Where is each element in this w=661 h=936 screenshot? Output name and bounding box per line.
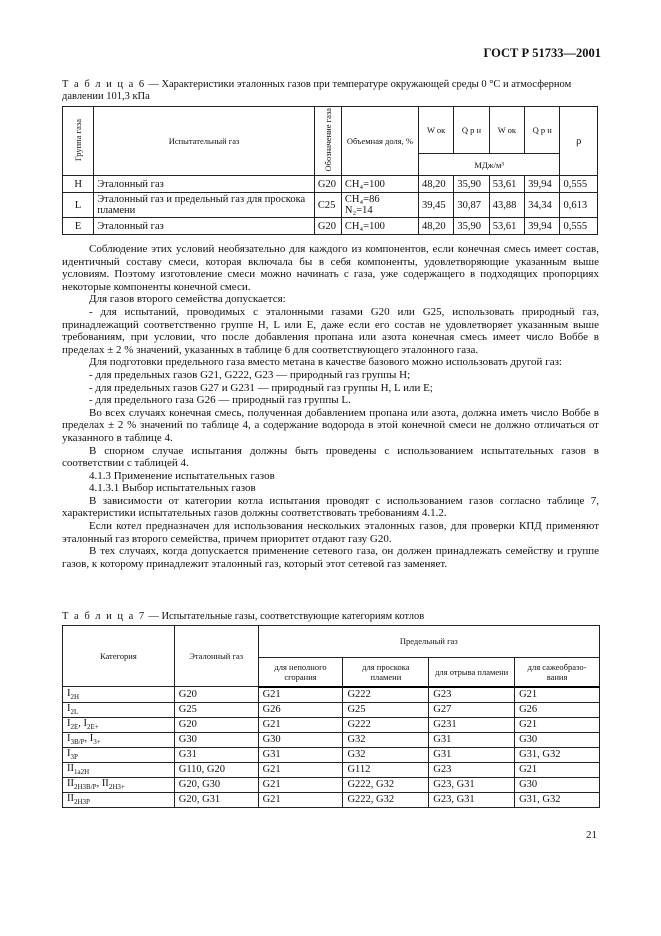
- t7-cell-reference: G20: [174, 717, 258, 732]
- t7-cell-category: $II_{2H3B/P}$, $II_{2H3+}$: [63, 777, 175, 792]
- t7-cell-reference: G20: [174, 687, 258, 703]
- t6-row: [63, 176, 598, 193]
- t7-cell-liftoff: G23: [429, 762, 515, 777]
- paragraph: В спорном случае испытания должны быть проведены с использованием испытательных газов в соответствии с таблицей 4.: [62, 444, 599, 470]
- t7-cell-flashback: G25: [343, 702, 429, 717]
- t7-row: [63, 777, 600, 792]
- t7-cell-liftoff: G31: [429, 732, 515, 747]
- page-number: 21: [586, 829, 597, 841]
- t7-cell-reference: G31: [174, 747, 258, 762]
- t6-cell-group: L: [63, 193, 94, 218]
- paragraph: Для подготовки предельного газа вместо метана в качестве базового можно использовать другой газ:: [89, 356, 562, 369]
- t7-head-incomplete: для неполного сгорания: [258, 657, 343, 686]
- t7-cell-liftoff: G23: [429, 687, 515, 703]
- t6-cell-volume: CH₄=100: [341, 218, 418, 235]
- t6-cell-rho: 0,555: [560, 176, 598, 193]
- t7-cell-incomplete: G30: [258, 732, 343, 747]
- t7-cell-category: $I_{3P}$: [63, 747, 175, 762]
- t7-cell-reference: G110, G20: [174, 762, 258, 777]
- t7-cell-liftoff: G231: [429, 717, 515, 732]
- paragraph: - для испытаний, проводимых с эталонными газами G20 или G25, использовать природный газ, принадлежащий соответственно группе Н, L или Е, даже если его состав не удовлетворяет указанным выше требованиям, при условии, что после добавления пропана или азота конечная смесь имеет число Воббе в пределах ± 2 % значений, указанных в таблице 6 для соответствующего эталонного газа.: [62, 305, 599, 356]
- t7-cell-category: $I_{3B/P}$, $I_{3+}$: [63, 732, 175, 747]
- t6-cell-gas: Эталонный газ и предельный газ для проскока пламени: [94, 193, 315, 218]
- t6-head-w2: W ок: [489, 107, 524, 154]
- t6-cell-rho: 0,555: [560, 218, 598, 235]
- t7-cell-category: $I_{2H}$: [63, 687, 175, 703]
- t6-cell-volume: CH₄=86 N₂=14: [341, 193, 418, 218]
- t7-cell-reference: G20, G31: [174, 792, 258, 807]
- t7-head-category: Категория: [63, 626, 175, 687]
- paragraph: 4.1.3 Применение испытательных газов: [89, 469, 275, 482]
- table6-caption-text: — Характеристики эталонных газов при температуре окружающей среды 0 °С и атмосферном давлении 101,3 кПа: [62, 79, 572, 102]
- t7-row: [63, 687, 600, 703]
- paragraph: Для газов второго семейства допускается:: [89, 293, 286, 306]
- t7-cell-soot: G31, G32: [515, 747, 600, 762]
- t6-cell-w1: 39,45: [418, 193, 453, 218]
- t6-cell-gas: Эталонный газ: [94, 176, 315, 193]
- t7-cell-flashback: G222: [343, 717, 429, 732]
- t7-row: [63, 717, 600, 732]
- t6-cell-w2: 43,88: [489, 193, 524, 218]
- t6-row: [63, 193, 598, 218]
- t7-cell-reference: G20, G30: [174, 777, 258, 792]
- t7-head-flashback: для проскока пламени: [343, 657, 429, 686]
- t7-cell-soot: G26: [515, 702, 600, 717]
- t7-cell-flashback: G222, G32: [343, 777, 429, 792]
- t6-cell-group: H: [63, 176, 94, 193]
- t6-cell-w1: 48,20: [418, 176, 453, 193]
- t6-head-w1: W ок: [418, 107, 453, 154]
- t6-head-group: Группа газа: [73, 118, 84, 161]
- t7-cell-flashback: G112: [343, 762, 429, 777]
- paragraph: - для предельных газов G27 и G231 — природный газ группы Н, L или Е;: [89, 381, 433, 394]
- t6-cell-volume: CH₄=100: [341, 176, 418, 193]
- t7-row: [63, 792, 600, 807]
- t6-head-q2: Q р н: [525, 107, 560, 154]
- t6-cell-designation: G20: [314, 176, 341, 193]
- table7-caption-label: Т а б л и ц а 7: [62, 611, 146, 622]
- t6-row: [63, 218, 598, 235]
- t6-head-designation: Обозначение газа: [322, 108, 333, 172]
- t7-cell-reference: G30: [174, 732, 258, 747]
- t7-cell-incomplete: G21: [258, 762, 343, 777]
- t6-head-volume: Объемная доля, %: [341, 107, 418, 176]
- paragraph: - для предельных газов G21, G222, G23 — природный газ группы Н;: [89, 368, 411, 381]
- t7-cell-incomplete: G31: [258, 747, 343, 762]
- paragraph: Соблюдение этих условий необязательно для каждого из компонентов, если конечная смесь имеет состав, идентичный составу смеси, которая включала бы в себя компоненты, удовлетворяющие указанным выше условиям. Поэтому изготовление смеси можно начинать с газа, уже содержащего в подходящих пропорциях некоторые компоненты конечной смеси.: [62, 243, 599, 293]
- t7-cell-incomplete: G21: [258, 687, 343, 703]
- t7-cell-incomplete: G21: [258, 777, 343, 792]
- t7-cell-liftoff: G27: [429, 702, 515, 717]
- t7-head-reference: Эталонный газ: [174, 626, 258, 687]
- t7-cell-reference: G25: [174, 702, 258, 717]
- paragraph: В зависимости от категории котла испытания проводят с использованием газов согласно таблице 7, характеристики испытательных газов должны соответствовать требованиям 4.1.2.: [62, 494, 599, 520]
- t6-cell-designation: C25: [314, 193, 341, 218]
- t7-cell-soot: G30: [515, 732, 600, 747]
- document-id: ГОСТ Р 51733—2001: [483, 46, 601, 60]
- t6-head-q1: Q р н: [454, 107, 489, 154]
- t6-cell-q2: 39,94: [525, 218, 560, 235]
- t7-cell-flashback: G32: [343, 747, 429, 762]
- t6-cell-q1: 35,90: [454, 218, 489, 235]
- t7-cell-category: $I_{2L}$: [63, 702, 175, 717]
- t6-cell-q1: 35,90: [454, 176, 489, 193]
- table7-caption: [62, 611, 602, 623]
- t6-cell-w2: 53,61: [489, 176, 524, 193]
- t7-cell-soot: G31, G32: [515, 792, 600, 807]
- t6-head-rho: ρ: [560, 107, 598, 176]
- t7-cell-flashback: G222, G32: [343, 792, 429, 807]
- t7-cell-soot: G21: [515, 687, 600, 703]
- t6-cell-group: E: [63, 218, 94, 235]
- paragraph: - для предельного газа G26 — природный газ группы L.: [89, 394, 351, 407]
- t6-cell-rho: 0,613: [560, 193, 598, 218]
- t6-cell-w2: 53,61: [489, 218, 524, 235]
- t7-row: [63, 762, 600, 777]
- t6-cell-designation: G20: [314, 218, 341, 235]
- t6-head-test-gas: Испытательный газ: [94, 107, 315, 176]
- t6-cell-q2: 39,94: [525, 176, 560, 193]
- t6-cell-q2: 34,34: [525, 193, 560, 218]
- t6-cell-gas: Эталонный газ: [94, 218, 315, 235]
- t7-cell-flashback: G222: [343, 687, 429, 703]
- paragraph: Если котел предназначен для использования нескольких эталонных газов, для проверки КПД применяют эталонный газ второго семейства, причем приоритет отдают газу G20.: [62, 520, 599, 545]
- t7-cell-category: $II_{2H3P}$: [63, 792, 175, 807]
- t7-cell-incomplete: G21: [258, 792, 343, 807]
- t7-head-liftoff: для отрыва пламени: [429, 657, 515, 686]
- t7-row: [63, 732, 600, 747]
- paragraph: 4.1.3.1 Выбор испытательных газов: [89, 482, 256, 495]
- paragraph: Во всех случаях конечная смесь, полученная добавлением пропана или азота, должна иметь число Воббе в пределах ± 2 % значений по таблице 4, а содержание водорода в этой конечной смеси не должно отличаться от указанного в таблице 4.: [62, 406, 599, 444]
- paragraph: В тех случаях, когда допускается применение сетевого газа, он должен принадлежать семейству и группе газов, к которому принадлежит эталонный газ, который этот сетевой газ заменяет.: [62, 545, 599, 570]
- table6-caption-label: Т а б л и ц а 6: [62, 79, 146, 90]
- table7-caption-text: — Испытательные газы, соответствующие категориям котлов: [145, 611, 425, 622]
- table7: [62, 625, 600, 808]
- t7-cell-category: $II_{1a2H}$: [63, 762, 175, 777]
- t6-head-unit: МДж/м³: [418, 153, 560, 176]
- t7-row: [63, 702, 600, 717]
- t7-head-soot: для сажеобразо-вания: [515, 657, 600, 686]
- t7-cell-incomplete: G26: [258, 702, 343, 717]
- body-text: [62, 243, 599, 570]
- t7-cell-soot: G21: [515, 717, 600, 732]
- t7-cell-liftoff: G23, G31: [429, 792, 515, 807]
- t7-cell-liftoff: G23, G31: [429, 777, 515, 792]
- t7-cell-soot: G30: [515, 777, 600, 792]
- t7-row: [63, 747, 600, 762]
- table6-caption: [62, 79, 602, 103]
- table6: [62, 106, 598, 235]
- t7-cell-incomplete: G21: [258, 717, 343, 732]
- t6-cell-w1: 48,20: [418, 218, 453, 235]
- t7-cell-soot: G21: [515, 762, 600, 777]
- t7-cell-category: $I_{2E}$, $I_{2E+}$: [63, 717, 175, 732]
- t7-head-limit: Предельный газ: [258, 626, 599, 658]
- t6-cell-q1: 30,87: [454, 193, 489, 218]
- t7-cell-liftoff: G31: [429, 747, 515, 762]
- t7-cell-flashback: G32: [343, 732, 429, 747]
